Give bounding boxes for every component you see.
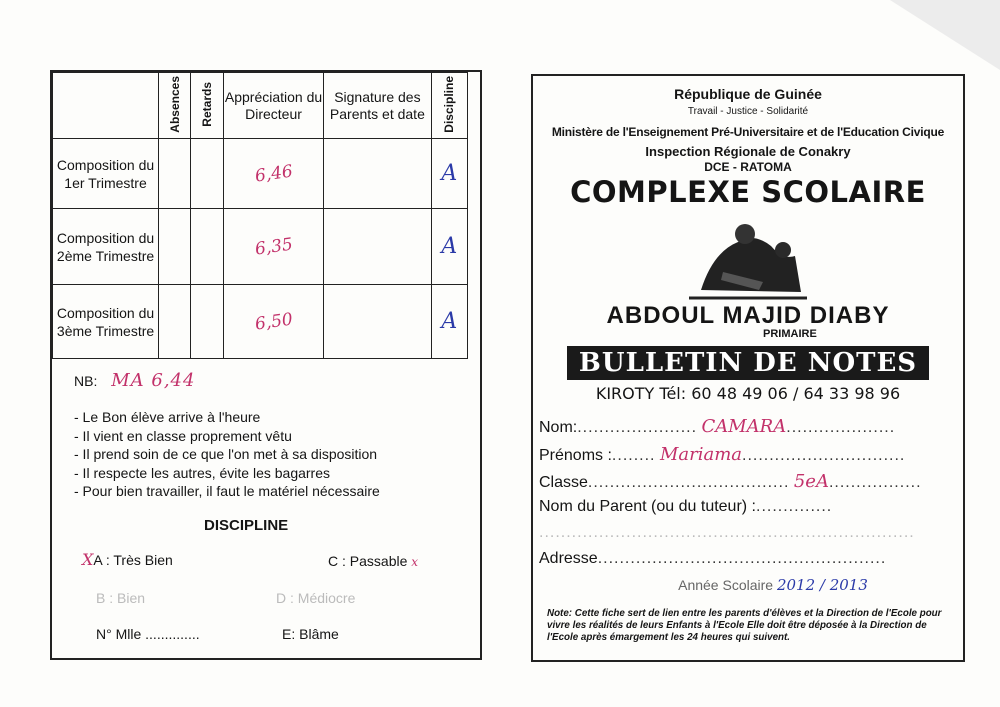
list-item: - Le Bon élève arrive à l'heure: [74, 409, 261, 425]
table-header-row: [53, 73, 468, 139]
appreciation-header: Appréciation du Directeur: [223, 73, 323, 139]
note-text: Note: Cette fiche sert de lien entre les parents d'élèves et la Direction de l'Ecole pour vivre les réalités de leurs Enfants à l'Ecole Elle doit être déposée à la Direction de l'Ecole après émargement les 24 heures qui suivent.: [547, 608, 942, 643]
row-label: Composition du 1er Trimestre: [53, 139, 159, 209]
absences-cell: [159, 209, 191, 285]
discipline-cell: A: [431, 209, 467, 285]
absences-cell: [159, 285, 191, 359]
option-d: D : Médiocre: [276, 590, 356, 606]
list-item: - Il prend soin de ce que l'on met à sa disposition: [74, 446, 378, 462]
nom-field: Nom:...................... CAMARA....................: [539, 416, 896, 437]
signature-cell: [324, 139, 431, 209]
discipline-header: Discipline: [431, 73, 467, 139]
absences-header: Absences: [159, 73, 191, 139]
option-c: C : Passable x: [328, 553, 419, 569]
nb-line: [74, 370, 195, 391]
list-item: - Il vient en classe proprement vêtu: [74, 427, 292, 444]
option-a: XA : Très Bien: [82, 550, 173, 569]
appreciation-cell: 6,35: [223, 209, 323, 285]
mark-a: X: [82, 550, 94, 569]
classe-field: Classe..................................... 5eA.................: [539, 471, 922, 492]
school-name-line1: COMPLEXE SCOLAIRE: [570, 175, 926, 209]
nb-label: NB:: [74, 373, 98, 389]
annee-scolaire: Année Scolaire 2012 / 2013: [678, 576, 868, 594]
classe-value: 5eA: [793, 471, 829, 492]
row-label: Composition du 3ème Trimestre: [53, 285, 159, 359]
parent-field: Nom du Parent (ou du tuteur) :..............: [539, 498, 833, 515]
table-row: [53, 139, 468, 209]
ministry-line: Ministère de l'Enseignement Pré-Universitaire et de l'Education Civique: [551, 125, 945, 139]
discipline-cell: A: [431, 139, 467, 209]
row-label: Composition du 2ème Trimestre: [53, 209, 159, 285]
rules-list: [74, 408, 380, 501]
option-b: B : Bien: [96, 590, 146, 606]
matricule-line: N° Mlle ..............: [96, 626, 200, 642]
nom-value: CAMARA: [701, 416, 787, 437]
republic-heading: République de Guinée: [674, 86, 822, 102]
signature-cell: [324, 285, 431, 359]
prenoms-field: Prénoms :........ Mariama..............................: [539, 444, 906, 465]
school-name-line2: ABDOUL MAJID DIABY: [606, 302, 890, 329]
absences-cell: [159, 139, 191, 209]
table-row: [53, 209, 468, 285]
signature-header: Signature des Parents et date: [324, 73, 431, 139]
discipline-title: DISCIPLINE: [204, 517, 289, 534]
bulletin-banner: BULLETIN DE NOTES: [567, 346, 929, 380]
table-row: [53, 285, 468, 359]
retards-cell: [191, 285, 223, 359]
retards-cell: [191, 139, 223, 209]
dce-line: DCE - RATOMA: [704, 160, 792, 174]
school-logo-icon: [683, 212, 813, 304]
parent-field-line2: .....................................................................: [539, 524, 915, 541]
primaire-label: PRIMAIRE: [763, 328, 817, 340]
right-card: [531, 74, 965, 662]
grades-table: [52, 72, 468, 359]
retards-header: Retards: [191, 73, 223, 139]
option-e: E: Blâme: [282, 626, 339, 642]
signature-cell: [324, 209, 431, 285]
adresse-field: Adresse.....................................................: [539, 550, 887, 567]
nb-value: MA 6,44: [111, 370, 196, 391]
contact-line: KIROTY Tél: 60 48 49 06 / 64 33 98 96: [595, 384, 901, 403]
prenoms-value: Mariama: [659, 444, 742, 465]
appreciation-cell: 6,46: [223, 139, 323, 209]
inspection-line: Inspection Régionale de Conakry: [645, 144, 851, 159]
appreciation-cell: 6,50: [223, 285, 323, 359]
folded-corner: [890, 0, 1000, 70]
left-card: [50, 70, 482, 660]
list-item: - Il respecte les autres, évite les bagarres: [74, 464, 331, 481]
motto: Travail - Justice - Solidarité: [687, 106, 809, 117]
list-item: - Pour bien travailler, il faut le matériel nécessaire: [74, 483, 380, 499]
annee-value: 2012 / 2013: [776, 576, 868, 594]
discipline-cell: A: [431, 285, 467, 359]
retards-cell: [191, 209, 223, 285]
mark-c: x: [411, 555, 419, 569]
corner-cell: [53, 73, 159, 139]
